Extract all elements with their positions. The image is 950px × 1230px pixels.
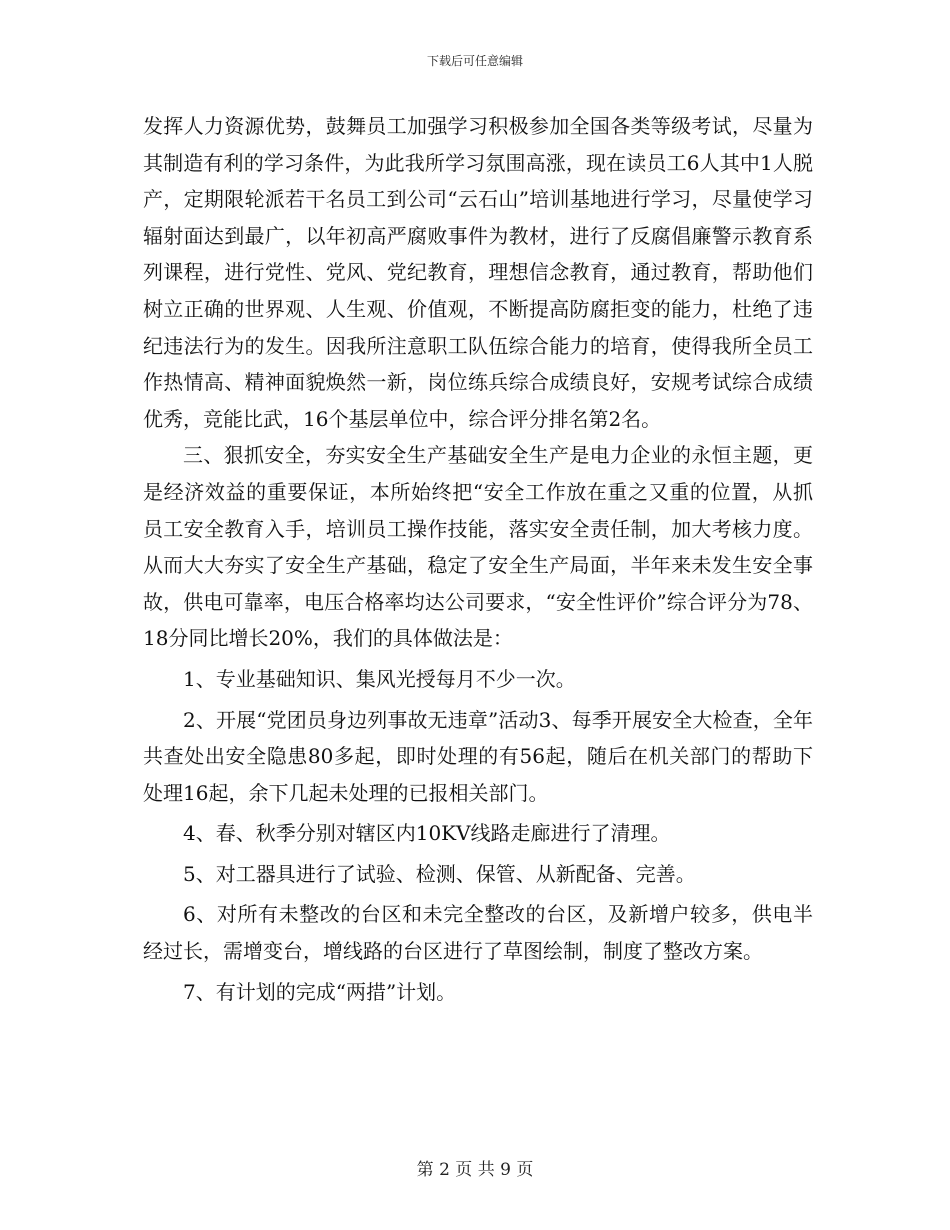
paragraph-4: 2、开展“党团员身边列事故无违章”活动3、每季开展安全大检查，全年共查处出安全隐患80多起，即时处理的有56起，随后在机关部门的帮助下处理16起，余下几起未处理的已报相关部门。	[143, 707, 813, 805]
paragraph-3: 1、专业基础知识、集风光授每月不少一次。	[183, 666, 576, 691]
page-header: 下载后可任意编辑	[426, 54, 523, 68]
paragraph-2: 三、狠抓安全，夯实安全生产基础安全生产是电力企业的永恒主题，更是经济效益的重要保证，本所始终把“安全工作放在重之又重的位置，从抓员工安全教育入手，培训员工操作技能，落实安全责任制，加大考核力度。从而大大夯实了安全生产基础，稳定了安全生产局面，半年来未发生安全事故，供电可靠率，电压合格率均达公司要求，“安全性评价”综合评分为78、18分同比增长20%，我们的具体做法是：	[143, 443, 813, 651]
document-body	[143, 108, 813, 1010]
paragraph-7: 6、对所有未整改的台区和未完全整改的台区，及新增户较多，供电半经过长，需增变台，增线路的台区进行了草图绘制，制度了整改方案。	[143, 902, 813, 964]
page-number: 第 2 页 共 9 页	[416, 1160, 534, 1180]
paragraph-1: 发挥人力资源优势，鼓舞员工加强学习积极参加全国各类等级考试，尽量为其制造有利的学习条件，为此我所学习氛围高涨，现在读员工6人其中1人脱产，定期限轮派若干名员工到公司“云石山”培训基地进行学习，尽量使学习辐射面达到最广，以年初高严腐败事件为教材，进行了反腐倡廉警示教育系列课程，进行党性、党风、党纪教育，理想信念教育，通过教育，帮助他们树立正确的世界观、人生观、价值观，不断提高防腐拒变的能力，杜绝了违纪违法行为的发生。因我所注意职工队伍综合能力的培育，使得我所全员工作热情高、精神面貌焕然一新，岗位练兵综合成绩良好，安规考试综合成绩优秀，竞能比武，16个基层单位中，综合评分排名第2名。	[143, 114, 813, 431]
paragraph-6: 5、对工器具进行了试验、检测、保管、从新配备、完善。	[183, 861, 696, 886]
paragraph-5: 4、春、秋季分别对辖区内10KV线路走廊进行了清理。	[183, 821, 671, 846]
paragraph-8: 7、有计划的完成“两措”计划。	[183, 979, 457, 1004]
